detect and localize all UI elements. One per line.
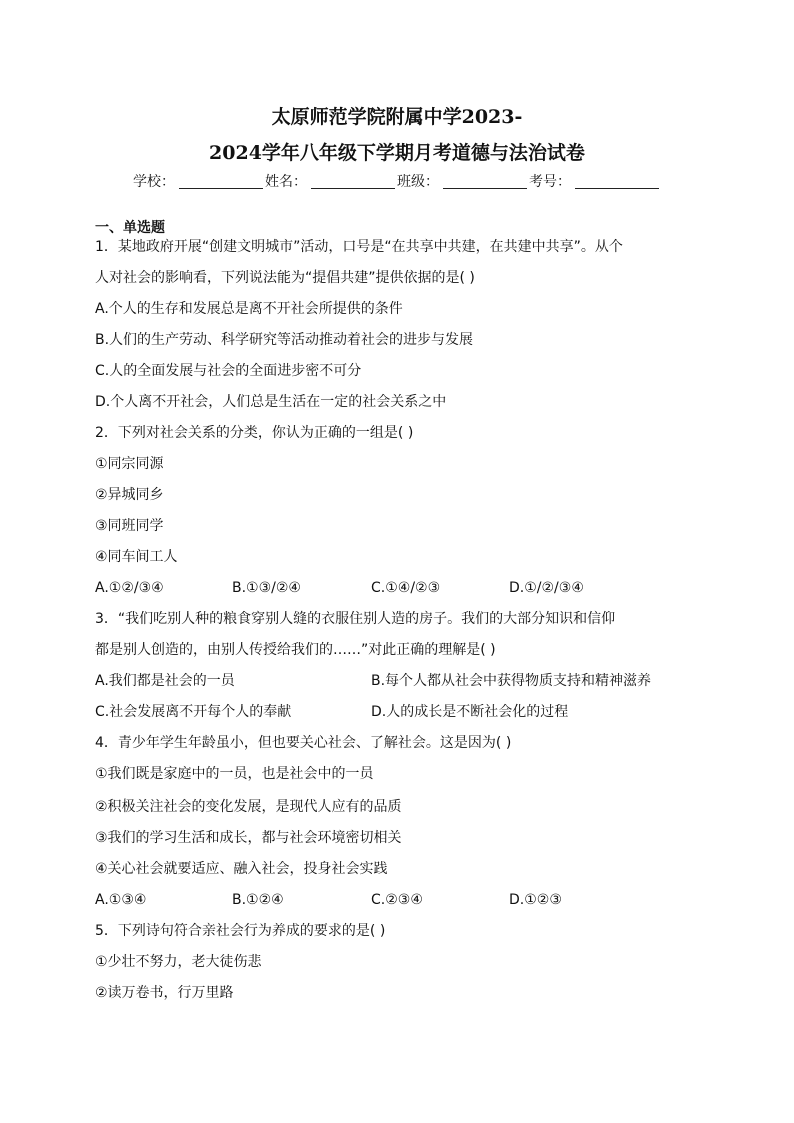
q2-item-2: ②异城同乡 [95,487,164,503]
q4-option-d: D.①②③ [509,892,562,908]
q2-option-d: D.①/②/③④ [509,580,584,596]
exam-number-blank[interactable] [575,174,659,189]
q1-option-c: C.人的全面发展与社会的全面进步密不可分 [95,363,362,379]
q3-option-b: B.每个人都从社会中获得物质支持和精神滋养 [371,673,652,689]
q5-item-1: ①少壮不努力，老大徒伤悲 [95,954,262,970]
q2-option-b: B.①③/②④ [232,580,301,596]
q4-item-3: ③我们的学习生活和成长，都与社会环境密切相关 [95,830,402,846]
q3-option-a: A.我们都是社会的一员 [95,673,235,689]
q2-option-a: A.①②/③④ [95,580,164,596]
q5-stem: 5．下列诗句符合亲社会行为养成的要求的是( ) [95,923,386,939]
q4-option-a: A.①③④ [95,892,147,908]
q1-option-d: D.个人离不开社会，人们总是生活在一定的社会关系之中 [95,394,447,410]
q5-item-2: ②读万卷书，行万里路 [95,985,234,1001]
q1-option-b: B.人们的生产劳动、科学研究等活动推动着社会的进步与发展 [95,332,474,348]
q4-item-2: ②积极关注社会的变化发展，是现代人应有的品质 [95,799,402,815]
q3-stem-line2: 都是别人创造的，由别人传授给我们的……”对此正确的理解是( ) [95,642,496,658]
q4-item-1: ①我们既是家庭中的一员，也是社会中的一员 [95,766,374,782]
q2-item-1: ①同宗同源 [95,456,164,472]
class-label: 班级： [397,174,439,190]
q2-item-3: ③同班同学 [95,518,164,534]
q1-stem-line2: 人对社会的影响看，下列说法能为“提倡共建”提供依据的是( ) [95,270,475,286]
q4-stem: 4．青少年学生年龄虽小，但也要关心社会、了解社会。这是因为( ) [95,735,512,751]
q4-option-c: C.②③④ [371,892,423,908]
exam-number-label: 考号： [529,174,571,190]
q3-option-d: D.人的成长是不断社会化的过程 [371,704,569,720]
section-title: 一、单选题 [95,220,165,236]
student-info-row [0,171,794,191]
q2-item-4: ④同车间工人 [95,549,178,565]
name-blank[interactable] [311,174,395,189]
school-label: 学校： [133,174,175,190]
q2-stem: 2．下列对社会关系的分类，你认为正确的一组是( ) [95,425,414,441]
exam-title-line1: 太原师范学院附属中学2023- [271,106,523,128]
q4-option-b: B.①②④ [232,892,284,908]
q3-stem-line1: 3．“我们吃别人种的粮食穿别人缝的衣服住别人造的房子。我们的大部分知识和信仰 [95,611,616,627]
q1-stem-line1: 1．某地政府开展“创建文明城市”活动，口号是“在共享中共建，在共建中共享”。从个 [95,239,623,255]
exam-title-line2: 2024学年八年级下学期月考道德与法治试卷 [209,142,585,164]
school-blank[interactable] [179,174,263,189]
q2-option-c: C.①④/②③ [371,580,441,596]
q3-option-c: C.社会发展离不开每个人的奉献 [95,704,292,720]
name-label: 姓名： [265,174,307,190]
q1-option-a: A.个人的生存和发展总是离不开社会所提供的条件 [95,301,403,317]
class-blank[interactable] [443,174,527,189]
q4-item-4: ④关心社会就要适应、融入社会，投身社会实践 [95,861,388,877]
